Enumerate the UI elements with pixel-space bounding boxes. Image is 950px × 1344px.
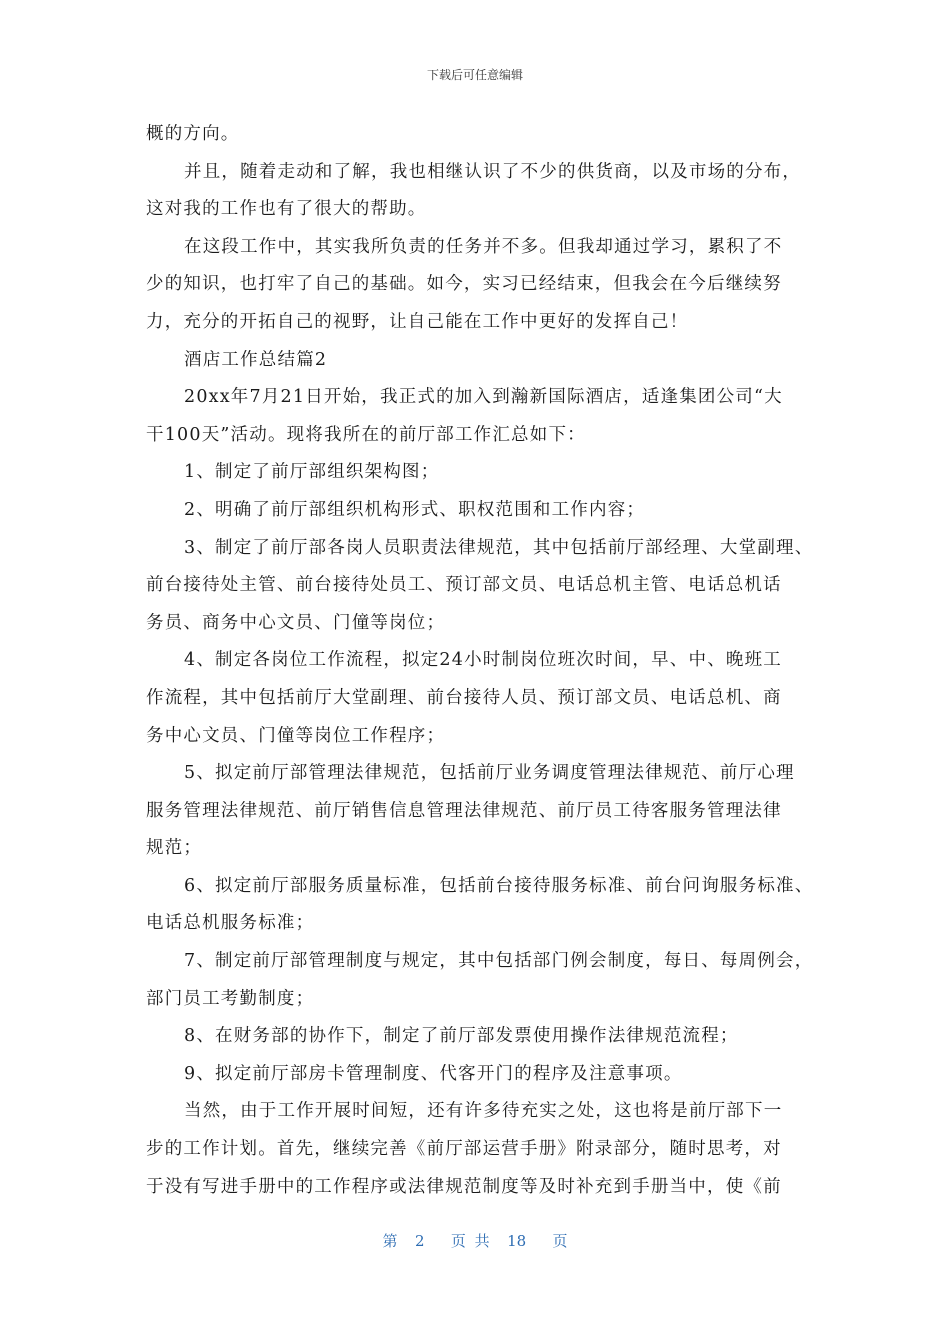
text-line: 概的方向。 xyxy=(146,124,240,144)
text-line: 部门员工考勤制度； xyxy=(146,988,315,1009)
text-line: 20xx年7月21日开始，我正式的加入到瀚新国际酒店，适逢集团公司“大 xyxy=(184,387,783,408)
text-line: 务员、商务中心文员、门僮等岗位； xyxy=(146,612,446,633)
text-line: 3、制定了前厅部各岗人员职责法律规范，其中包括前厅部经理、大堂副理、 xyxy=(184,537,814,558)
text-line: 7、制定前厅部管理制度与规定，其中包括部门例会制度，每日、每周例会， xyxy=(184,951,814,972)
text-line: 当然，由于工作开展时间短，还有许多待充实之处，这也将是前厅部下一 xyxy=(184,1101,783,1122)
text-line: 2、明确了前厅部组织机构形式、职权范围和工作内容； xyxy=(184,499,646,520)
text-line: 于没有写进手册中的工作程序或法律规范制度等及时补充到手册当中，使《前 xyxy=(146,1176,782,1197)
text-line: 6、拟定前厅部服务质量标准，包括前台接待服务标准、前台问询服务标准、 xyxy=(184,875,814,896)
text-line: 电话总机服务标准； xyxy=(146,913,315,934)
text-line: 务中心文员、门僮等岗位工作程序； xyxy=(146,725,446,746)
text-line: 规范； xyxy=(146,838,203,859)
text-line: 并且，随着走动和了解，我也相继认识了不少的供货商，以及市场的分布， xyxy=(184,161,802,182)
text-line: 1、制定了前厅部组织架构图； xyxy=(184,462,440,483)
page-header: 下载后可任意编辑 xyxy=(426,68,523,82)
text-line: 酒店工作总结篇2 xyxy=(184,349,328,370)
text-line: 少的知识，也打牢了自己的基础。如今，实习已经结束，但我会在今后继续努 xyxy=(146,274,782,295)
document-body xyxy=(146,116,818,1206)
text-line: 力，充分的开拓自己的视野，让自己能在工作中更好的发挥自己！ xyxy=(146,311,689,332)
text-line: 干100天”活动。现将我所在的前厅部工作汇总如下： xyxy=(146,424,586,445)
text-line: 9、拟定前厅部房卡管理制度、代客开门的程序及注意事项。 xyxy=(184,1063,683,1084)
text-line: 前台接待处主管、前台接待处员工、预订部文员、电话总机主管、电话总机话 xyxy=(146,575,782,596)
text-line: 5、拟定前厅部管理法律规范，包括前厅业务调度管理法律规范、前厅心理 xyxy=(184,763,795,784)
text-line: 8、在财务部的协作下，制定了前厅部发票使用操作法律规范流程； xyxy=(184,1026,739,1047)
text-line: 服务管理法律规范、前厅销售信息管理法律规范、前厅员工待客服务管理法律 xyxy=(146,800,782,821)
text-line: 步的工作计划。首先，继续完善《前厅部运营手册》附录部分，随时思考，对 xyxy=(146,1139,782,1160)
text-line: 作流程，其中包括前厅大堂副理、前台接待人员、预订部文员、电话总机、商 xyxy=(146,687,782,708)
text-line: 在这段工作中，其实我所负责的任务并不多。但我却通过学习，累积了不 xyxy=(184,236,783,257)
page-footer: 第 2 页 共 18 页 xyxy=(382,1232,568,1250)
text-line: 4、制定各岗位工作流程，拟定24小时制岗位班次时间，早、中、晚班工 xyxy=(184,650,782,671)
text-line: 这对我的工作也有了很大的帮助。 xyxy=(146,199,427,220)
